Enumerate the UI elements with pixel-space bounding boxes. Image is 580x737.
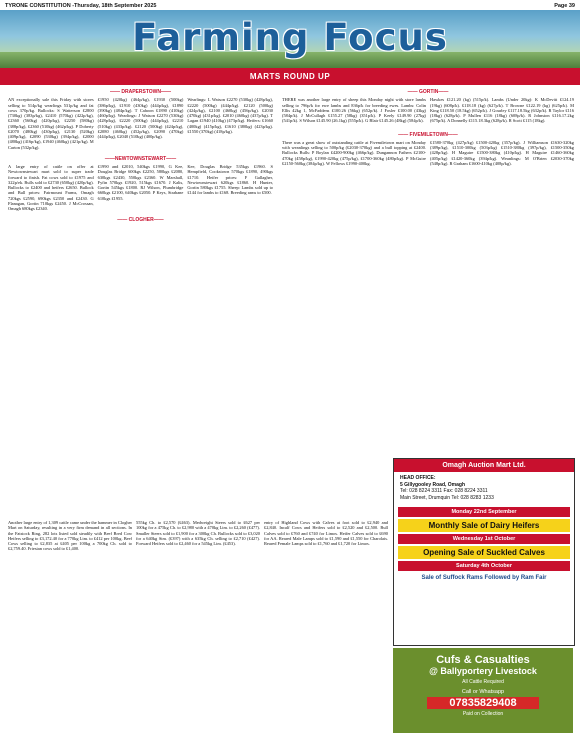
draperstown-col1: AN exceptionally sale this Friday with stores selling to 514p/kg wearlings 531p/kg and fat cows 370p/kg. Bullocks: S Watterson £2800 (730kg) (383p/kg), £2410 (570kg) (422p/kg), £2360 (560kg) (420p/kg), £2250 (580kg) (388p/kg), £2360 (510kg) (462p/kg). P Doherty £2070 (480kg) (430p/kg), £2130 (520kg) (409p/kg), £2090 (530kg) (394p/kg), £2000 (480kg) (416p/kg), £1940 (460kg) (421p/kg). M Carton (532p/kg). <box>8 97 94 150</box>
banner-title: Farming Focus <box>132 16 448 59</box>
gortin-heading: —— GORTIN—— <box>407 89 449 95</box>
ballyportery-livestock-ad <box>393 648 573 733</box>
fivemiletown-col1: There was a great show of outstanding cattle at Fivemiletown mart on Monday with weanlings selling to 500p/kg (£2030-370kg) and a bull topping at £2400. Bullocks Bulls: P Boylan £4200-900kg (466p/kg). Dungannon Fathers £2100-470kg (458p/kg), £1990-420kg (475p/kg), £1700-360kg (480p/kg). P McGuire £2150-560kg (384p/kg). W Fellows £1990-400kg. <box>282 139 426 166</box>
ad-sale-1: Monthly Sale of Dairy Heifers <box>398 519 570 532</box>
newtownstewart-col1: A large entry of cattle on offer at Newtownstewart mart sold to super trade forward to finish. Fat cows sold to £1975 and 322p/ek. Bulls sold to £2730 (650kg) (420p/kg). Bullocks to £2400 and heifers £2650. Bullock and Bull prices: Fairmount Farms, Omagh 720kgs £2590, 690kgs £2350 and £2430. G Flanagan, Gortin 710kgs £2450. J McCrossan, Omagh 680kgs £2340. <box>8 164 94 211</box>
ad-date-1: Monday 22nd September <box>398 507 570 517</box>
right-column-block <box>282 88 574 453</box>
ad2-payment-note: Paid on Collection <box>462 711 504 717</box>
fivemiletown-col2: £1580-370kg (427p/kg) £1500-420kg (357p/kg). J Williamson £1630-320kg (389p/kg), £1510-300kg (503p/kg) £1510-380kg (397p/kg), £1500-350kg (428p/kg). H Maguire £1500-380kg (410p/kg). H Maguire £1460-360kg (405p/kg) £1420-360kg (394p/kg). Weanlings: M O'Brien £2030-370kg (548p/kg). R Graham £1600-410kg (408p/kg). <box>430 139 574 166</box>
clogher-article <box>8 520 388 733</box>
ad-telephone: Tel: 028 8224 3311 Fax: 028 8224 3311 <box>400 488 488 495</box>
omagh-auction-mart-ad <box>393 458 575 646</box>
ad2-phone-number: 07835829408 <box>427 697 539 709</box>
ad2-cattle-required: All Cattle Required <box>462 679 504 685</box>
ad2-call-label: Call or Whatsapp <box>461 689 505 695</box>
gortin-article <box>282 97 574 124</box>
draperstown-heading: —— DRAPERSTOWN—— <box>109 89 172 95</box>
clogher-col2: 555kg Ch. to £2,570 (£463). Medweight Steers sold to £627 per 100kg for a 475kg Ch. to £2,980 with a 470kg Lim. to £2,260 (£477). Smaller Steers sold to £1,900 for a 300kg Ch. Bullocks sold to £3,020 for a 640kg Sim. (£397) with a 635kg Ch. selling to £2,710 (£427). Forward Heifers sold to £2,460 for a 545kg Lim. (£453). <box>136 520 260 546</box>
clogher-col1: Another large entry of 1,309 cattle came under the hammer in Clogher Mart on Saturday, resulting in a very firm demand in all sections. In the Fatstock Ring, 282 lots listed sold steadily with Beef Bred Cow Heifers selling to £3,172.40 for a 770kg Lim. to £412 per 100kg. Beef Cows selling to £2,835 at £405 per 100kg a 700kg Ch. sold to £2,759.40. Friesian cows sold to £1,400. <box>8 520 132 552</box>
marts-round-up-title: MARTS ROUND UP <box>0 68 580 85</box>
clogher-col3: entry of Highland Cows with Calves at foot sold to £2,940 and £2,840. Incalf Cows and Heifers sold to £2,520 and £2,500. Bull Calves sold to £760 and £740 for Limos. Heifer Calves sold to £690 for AA. Reared Male Lamps sold to £1,590 and £1,550 for Charolais. Reared Female Lamps sold to £1,760 and £1,720 for Limos. <box>264 520 388 546</box>
page-number: Page 39 <box>554 3 575 9</box>
ad-address: 5 Gillygooley Road, Omagh <box>400 481 466 488</box>
ad-sale-2: Opening Sale of Suckled Calves <box>398 546 570 559</box>
newtownstewart-article <box>8 164 273 212</box>
draperstown-col2: £1950 (420kg) (464p/kg), £1930 (500kg) (386p/kg), £1910 (430kg) (444p/kg), £1890 (390kg) (484p/kg). T Cahoon £1890 (410kg) (460p/kg). Wearlings: J Watson £2270 (530kg) (428p/kg), £2220 (500kg) (444p/kg), £2210 (510kg) (433p/kg). £2120 (500kg) (424p/kg), £2080 (460kg) (452p/kg), £2090 (470kg) (444p/kg), £2040 (510kg) (400p/kg). <box>97 97 184 139</box>
gortin-col2: Hawkes £121.20 (kg) (515p/k). Lambs (Under 20kg): K McDevitt £124.19 (19kg) (608p/k). £118.18 (kg) (627p/k). T Browne £122.19 (kg) (625p/k). M King £118.50 (18.5kg) (652p/k). J Gourley £117.18.5kg (632p/k). R Taylor £116 (18kg) (628p/k). P Mullen £116 (18kg) (608p/k). R Johnston £116.17.2kg (675p/k). A Donnelly £115.18.3kg (628p/k). R Scott £115 (18kg). <box>430 97 574 124</box>
publication-date: TYRONE CONSTITUTION -Thursday, 18th September 2025 <box>5 3 157 9</box>
ad2-headline: Cufs & Casualties <box>436 654 530 666</box>
ad-sales-location: Main Street, Drumquin Tel: 028 8283 1233 <box>400 494 494 501</box>
fivemiletown-heading: —— FIVEMILETOWN—— <box>398 131 458 138</box>
gortin-col1: THERE was another large entry of sheep this Monday night with store lambs selling to 796p/k for ewe lambs and 836p/k for breeding ewes. Lambs: Colin Ellis 42kg 1, McFaddens £100.26 (56kg) (652p/k). J Fosler £100.00 (43kg) (584p/k). J McCullagh £155.27 (58kg) (351p/k). P Keely £149.90 (27kg) (541p/k). S Wilson £145.90 (26.1kg) (555p/k). G Blair £145.26 (48kg) (584p/k). <box>282 97 426 124</box>
newtownstewart-col2: £1990 and £2010, 540kgs £1990, G Kee, Douglas Bridge 600kgs £2250, 580kgs £2080, 630kgs £2430, 550kgs £2360. W Marshall, Fyfin 570kgs £1920, 515kgs £1670. J Kalis, Gortin 545kgs £1800. RJ Wilson, Plumbridge 660kgs £2100, 640kgs £2050. P Keys, Strabane 610kgs £1955. <box>97 164 184 201</box>
draperstown-article <box>8 97 273 151</box>
ad-date-2: Wednesday 1st October <box>398 534 570 544</box>
newtownstewart-col3: Kee, Douglas Bridge 535kgs £1960. S Hempfield, Cookstown 570kgs £1890, 490kgs £1710. Heifer prices: F Gallagher, Newtownstewart 620kgs £1860. H Hunter, Gortin 580kgs £1755. Sheep: Lambs sold up to £144 for lambs to £168. Breeding rams to £500. <box>187 164 273 196</box>
clogher-heading: —— CLOGHER—— <box>117 217 164 224</box>
ad-sale-3: Sale of Suffock Rams Followed by Ram Fair <box>398 573 570 583</box>
fivemiletown-article <box>282 140 574 167</box>
ad-office-label: HEAD OFFICE: <box>400 475 436 481</box>
farming-focus-banner <box>0 10 580 68</box>
ad-title: Omagh Auction Mart Ltd. <box>394 459 574 472</box>
ad-date-3: Saturday 4th October <box>398 561 570 571</box>
draperstown-col3: Wearlings: L Watson £2270 (530kg) (428p/kg), £2220 (500kg) (444p/kg). £2120 (500kg) (424p/kg), £2100 (460kg) (456p/kg). £2030 (470kg) (431p/kg). £2010 (460kg) (437p/kg). T Lagan £1940 (410kg) (473p/kg). Heifers: £1660 (400kg) (415p/kg), £1610 (380kg) (423p/kg). £1550 (370kg) (418p/kg). <box>187 97 273 134</box>
newtownstewart-heading: ——NEWTOWNSTEWART—— <box>104 155 177 162</box>
ad2-company: @ Ballyportery Livestock <box>429 666 537 676</box>
